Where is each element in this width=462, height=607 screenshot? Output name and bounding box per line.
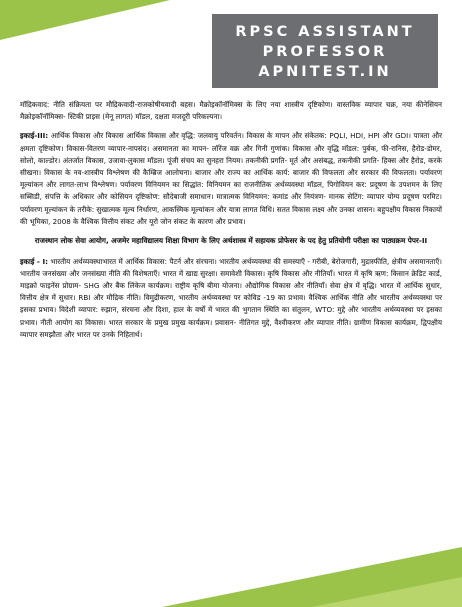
unit-1-paragraph — [20, 256, 442, 341]
intro-paragraph: मॉद्रिकवाद: नीति संक्रियता पर मौद्रिकवादी-राजकोषीयवादी बहस। मैक्रोइकॉनॉमिक्स के लिए नया शास्त्रीय दृष्टिकोण। वास्तविक व्यापार चक्र, नया कीनेसियन मैक्रोइकॉनॉमिक्स- स्टिकी प्राइस (मेनू लागत) मॉडल, दक्षता मजदूरी परिकल्पना। — [20, 100, 442, 122]
unit-3-text: आर्थिक विकास और विकास आर्थिक विकास और वृद्धि: जलवायु परिवर्तन। विकास के मापन और संकेतक: PQLI, HDI, HPI और GDI। पात्रता और क्षमता दृष्टिकोण। विकास-वितरण व्यापार-नापसंद। असमानता का मापन- लॉरेंज वक्र और गिनी गुणांक। विकास और वृद्धि मॉडल: पुर्बक, फी-रानिस, हैरोड-डोमर, सोलो, काल्डोर। अंतर्जात विकास, उजावा-लुकास मॉडल। पूंजी संचय का सुनहरा नियम। तकनीकी प्रगति- मूर्त और असंबद्ध, तकनीकी प्रगति- हिक्स और हैरोड, करके सीखना। विकास के नव-शास्त्रीय विश्लेषण की कैम्ब्रिज आलोचना। बाजार और राज्य का आर्थिक कार्य: बाजार की विफलता और सरकार की विफलता। पर्यावरण मूल्यांकन और लागत-लाभ विश्लेषण। पर्यावरण विनियमन का सिद्धांत: विनियमन का राजनीतिक अर्थव्यवस्था मॉडल, पिगोवियन कर: प्रदूषण के उपशमन के लिए सब्सिडी, संपत्ति के अधिकार और कोसियन दृष्टिकोण: सौदेबाजी समाधान। मात्रात्मक विनियमन: कमांड और नियंत्रण- मानक सेटिंग: व्यापार योग्य प्रदूषण परमिट। पर्यावरण मूल्यांकन के तरीके: सुखात्मक मूल्य निर्धारण, आकस्मिक मूल्यांकन और यात्रा लागत विधि। सतत विकास लक्ष्य और उनका शासन। बहुपक्षीय विकास निकायों की भूमिका, 2008 के वैश्विक वित्तीय संकट और यूरो जोन संकट के कारण और प्रभाव। — [20, 131, 442, 226]
banner-line-1: RPSC ASSISTANT — [235, 24, 415, 40]
corner-decoration-bottom-right-light — [312, 577, 462, 607]
unit-3-paragraph — [20, 130, 442, 228]
unit-1-text: भारतीय अर्थव्यवस्थाभारत में आर्थिक विकास: पैटर्न और संरचना। भारतीय अर्थव्यवस्था की समस्याएँ - गरीबी, बेरोजगारी, मुद्रास्फीति, क्षेत्रीय असमानताएँ। भारतीय जनसंख्या और जनसंख्या नीति की विशेषताएँ। भारत में खाद्य सुरक्षा। समावेशी विकास। कृषि विकास और नीतियाँ। भारत में कृषि ऋण: किसान क्रेडिट कार्ड, माइक्रो फाइनेंस प्रोग्राम- SHG और बैंक लिंकेज कार्यक्रम। राष्ट्रीय कृषि बीमा योजना। औद्योगिक विकास और नीतियाँ। सेवा क्षेत्र में वृद्धि। भारत में आर्थिक सुधार, वित्तीय क्षेत्र में सुधार। RBI और मौद्रिक नीति। विमुद्रीकरण, भारतीय अर्थव्यवस्था पर कोविड -19 का प्रभाव। वैश्विक आर्थिक नीति और भारतीय अर्थव्यवस्था पर इसका प्रभाव। विदेशी व्यापार: रुझान, संरचना और दिशा, हाल के वर्षों में भारत की भुगतान स्थिति का संतुलन, WTO: मुद्दे और भारतीय अर्थव्यवस्था पर इसका प्रभाव। नीती आयोग का विकास। भारत सरकार के प्रमुख प्रमुख कार्यक्रम। प्रवासन- नीतिगत मुद्दे, वैश्वीकरण और व्यापार नीति। ग्रामीण विकास कार्यक्रम, द्विपक्षीय व्यापार समझौता और भारत पर उनके निहितार्थ। — [20, 256, 442, 339]
banner-line-2: PROFESSOR — [262, 44, 388, 60]
unit-1-label: इकाई - I: — [20, 256, 48, 266]
title-banner — [212, 14, 438, 88]
banner-line-3: APNITEST.IN — [258, 64, 392, 80]
corner-decoration-top-left — [0, 0, 170, 40]
document-body — [20, 99, 442, 348]
unit-3-label: इकाई-III: — [20, 131, 49, 141]
paper-2-heading: राजस्थान लोक सेवा आयोग, अजमेर महाविद्यालय शिक्षा विभाग के लिए अर्थशास्त्र में सहायक प्रोफेसर के पद हेतु प्रतियोगी परीक्षा का पाठ्यक्रम पेपर-II — [34, 236, 428, 246]
